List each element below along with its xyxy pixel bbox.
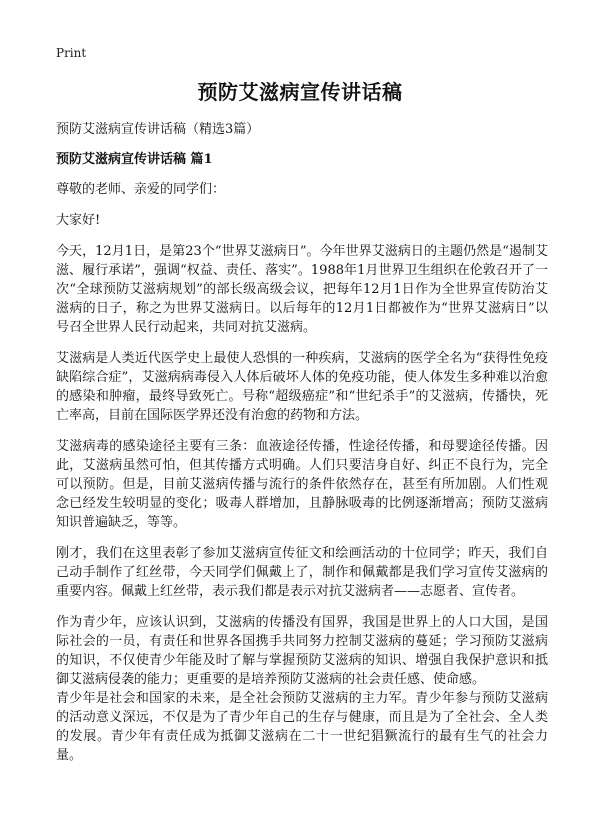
- document-body: [56, 180, 548, 765]
- paragraph-greeting: 大家好!: [56, 213, 101, 228]
- paragraph-salutation: 尊敬的老师、亲爱的同学们：: [56, 182, 226, 197]
- section-heading: 预防艾滋病宣传讲话稿 篇1: [56, 152, 213, 167]
- paragraph-1: 今天，12月1日，是第23个“世界艾滋病日”。今年世界艾滋病日的主题仍然是“遏制艾滋、履行承诺”，强调“权益、责任、落实”。1988年1月世界卫生组织在伦敦召开了一次“全球预防艾滋病规划”的部长级高级会议，把每年12月1日作为全世界宣传防治艾滋病的日子，称之为世界艾滋病日。以后每年的12月1日都被作为“世界艾滋病日”以号召全世界人民行动起来，共同对抗艾滋病。: [56, 244, 548, 335]
- paragraph-6: 青少年是社会和国家的未来，是全社会预防艾滋病的主力军。青少年参与预防艾滋病的活动意义深远，不仅是为了青少年自己的生存与健康，而且是为了全社会、全人类的发展。青少年有责任成为抵御艾滋病在二十一世纪猖獗流行的最有生气的社会力量。: [56, 691, 548, 763]
- document-title: 预防艾滋病宣传讲话稿: [197, 80, 403, 104]
- print-link[interactable]: Print: [56, 46, 87, 60]
- paragraph-3: 艾滋病毒的感染途径主要有三条：血液途径传播，性途径传播，和母婴途径传播。因此，艾滋病虽然可怕，但其传播方式明确。人们只要洁身自好、纠正不良行为，完全可以预防。但是，目前艾滋病传播与流行的条件依然存在，甚至有所加剧。人们性观念已经发生较明显的变化；吸毒人群增加，且静脉吸毒的比例逐渐增高；预防艾滋病知识普遍缺乏，等等。: [56, 439, 548, 530]
- document-subtitle: 预防艾滋病宣传讲话稿（精选3篇）: [56, 122, 260, 137]
- paragraph-2: 艾滋病是人类近代医学史上最使人恐惧的一种疾病，艾滋病的医学全名为“获得性免疫缺陷综合症”，艾滋病病毒侵入人体后破坏人体的免疫功能，使人体发生多种难以治愈的感染和肿瘤，最终导致死亡。号称“超级癌症”和“世纪杀手”的艾滋病，传播快，死亡率高，目前在国际医学界还没有治愈的药物和方法。: [56, 351, 548, 423]
- paragraph-4: 刚才，我们在这里表彰了参加艾滋病宣传征文和绘画活动的十位同学；昨天，我们自己动手制作了红丝带，今天同学们佩戴上了，制作和佩戴都是我们学习宣传艾滋病的重要内容。佩戴上红丝带，表示我们都是表示对抗艾滋病者——志愿者、宣传者。: [56, 546, 548, 599]
- paragraph-5: 作为青少年，应该认识到，艾滋病的传播没有国界，我国是世界上的人口大国，是国际社会的一员，有责任和世界各国携手共同努力控制艾滋病的蔓延；学习预防艾滋病的知识，不仅使青少年能及时了解与掌握预防艾滋病的知识、增强自我保护意识和抵御艾滋病侵袭的能力；更重要的是培养预防艾滋病的社会责任感、使命感。: [56, 615, 548, 687]
